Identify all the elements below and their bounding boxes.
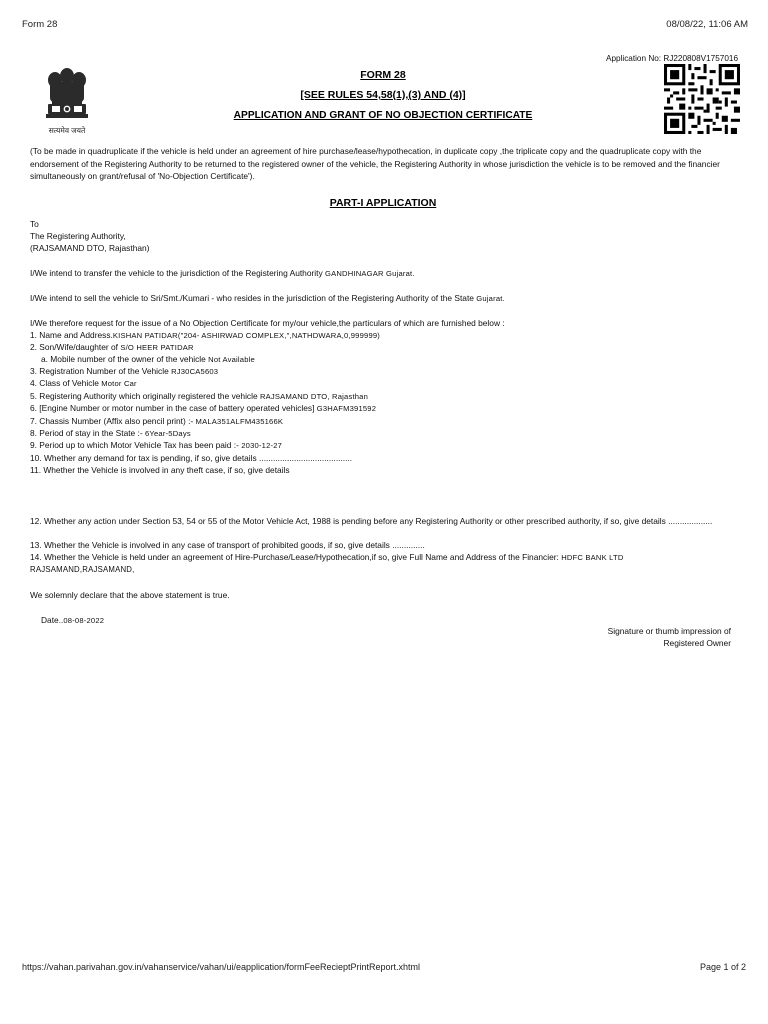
item-14-label: 14. Whether the Vehicle is held under an agreement of Hire-Purchase/Lease/Hypothecation,if so, give Full Name and Address of the Financier: xyxy=(30,552,562,562)
item-11: 11. Whether the Vehicle is involved in any theft case, if so, give details xyxy=(30,465,290,475)
item-13: 13. Whether the Vehicle is involved in any case of transport of prohibited goods, if so, give details .............. xyxy=(30,540,425,550)
item-8-label: 8. Period of stay in the State :- xyxy=(30,428,145,438)
item-5-label: 5. Registering Authority which originally registered the vehicle xyxy=(30,391,260,401)
item-6-value: G3HAFM391592 xyxy=(316,404,377,413)
application-number: Application No: RJ220808V1757016 xyxy=(605,54,738,63)
date-label: Date.. xyxy=(41,615,64,625)
item-5-value: RAJSAMAND DTO, Rajasthan xyxy=(259,392,369,401)
item-7-label: 7. Chassis Number (Affix also pencil print) :- xyxy=(30,416,196,426)
emblem-motto: सत्यमेव जयते xyxy=(48,126,86,135)
address-to: To xyxy=(30,219,39,229)
item-14-financier-address: RAJSAMAND,RAJSAMAND, xyxy=(30,565,135,574)
noc-request-paragraph: I/We therefore request for the issue of a No Objection Certificate for my/our vehicle,the particulars of which are furnished below : xyxy=(30,318,505,328)
date-line xyxy=(41,614,104,627)
sale-intent-state: Gujarat. xyxy=(476,294,505,303)
item-14-financier: HDFC BANK LTD xyxy=(561,553,624,562)
item-2a-label: a. Mobile number of the owner of the vehicle xyxy=(41,354,209,364)
item-1-value: KISHAN PATIDAR("204- ASHIRWAD COMPLEX,",NATHDWARA,0,999999) xyxy=(112,331,381,340)
item-2a-value: Not Available xyxy=(208,355,255,364)
item-10: 10. Whether any demand for tax is pending, if so, give details ........................................ xyxy=(30,453,353,463)
sale-intent xyxy=(30,292,505,305)
transfer-intent xyxy=(30,267,415,280)
footer-url: https://vahan.parivahan.gov.in/vahanservice/vahan/ui/eapplication/formFeeRecieptPrintReport.xhtml xyxy=(22,962,421,972)
lion-capital-icon xyxy=(38,66,96,126)
item-2-label: 2. Son/Wife/daughter of xyxy=(30,342,121,352)
signature-line-1: Signature or thumb impression of xyxy=(607,626,731,636)
item-4-value: Motor Car xyxy=(101,379,137,388)
qr-code-icon xyxy=(664,64,740,134)
item-9-value: 2030-12-27 xyxy=(241,441,283,450)
part-title: PART-I APPLICATION xyxy=(329,197,437,209)
form-number-title: FORM 28 xyxy=(360,69,406,81)
print-header-datetime: 08/08/22, 11:06 AM xyxy=(666,19,748,30)
item-7-value: MALA351ALFM435166K xyxy=(195,417,284,426)
address-office: (RAJSAMAND DTO, Rajasthan) xyxy=(30,243,150,253)
item-14 xyxy=(30,551,624,564)
transfer-intent-text: I/We intend to transfer the vehicle to the jurisdiction of the Registering Authority xyxy=(30,268,325,278)
item-2-value: S/O HEER PATIDAR xyxy=(120,343,194,352)
item-12: 12. Whether any action under Section 53, 54 or 55 of the Motor Vehicle Act, 1988 is pending before any Registering Authority or other prescribed authority, if so, give details ................... xyxy=(30,516,713,526)
print-header-title: Form 28 xyxy=(22,19,58,30)
instruction-note: (To be made in quadruplicate if the vehicle is held under an agreement of hire purchase/lease/hypothecation, in duplicate copy ,the triplicate copy and the quadruplicate copy with the endorsement of the Registering Authority to be returned to the registered owner of the vehicle, the Registering Authority in whose jurisdiction the vehicle is to be removed and the financier simultaneously on grant/refusal of 'No-Objection Certificate'). xyxy=(30,146,720,182)
address-authority: The Registering Authority, xyxy=(30,231,126,241)
item-4 xyxy=(30,377,137,390)
item-9 xyxy=(30,439,282,452)
item-8-value: 6Year-5Days xyxy=(145,429,191,438)
date-value: 08-08-2022 xyxy=(63,616,105,625)
item-3-value: RJ30CA5603 xyxy=(171,367,219,376)
item-1-label: 1. Name and Address. xyxy=(30,330,113,340)
qr-code xyxy=(664,64,740,134)
form-main-title: APPLICATION AND GRANT OF NO OBJECTION CERTIFICATE xyxy=(233,110,533,121)
signature-line-2: Registered Owner xyxy=(663,638,731,648)
item-6-label: 6. [Engine Number or motor number in the case of battery operated vehicles] xyxy=(30,403,317,413)
item-6 xyxy=(30,402,376,415)
declaration: We solemnly declare that the above statement is true. xyxy=(30,590,230,600)
item-3-label: 3. Registration Number of the Vehicle xyxy=(30,366,172,376)
item-9-label: 9. Period up to which Motor Vehicle Tax has been paid :- xyxy=(30,440,242,450)
footer-page-number: Page 1 of 2 xyxy=(699,962,746,972)
transfer-intent-authority: GANDHINAGAR Gujarat. xyxy=(325,269,415,278)
state-emblem xyxy=(38,66,96,138)
item-4-label: 4. Class of Vehicle xyxy=(30,378,102,388)
sale-intent-text: I/We intend to sell the vehicle to Sri/Smt./Kumari - who resides in the jurisdiction of the Registering Authority of the State xyxy=(30,293,477,303)
rules-reference-title: [SEE RULES 54,58(1),(3) AND (4)] xyxy=(300,89,466,101)
